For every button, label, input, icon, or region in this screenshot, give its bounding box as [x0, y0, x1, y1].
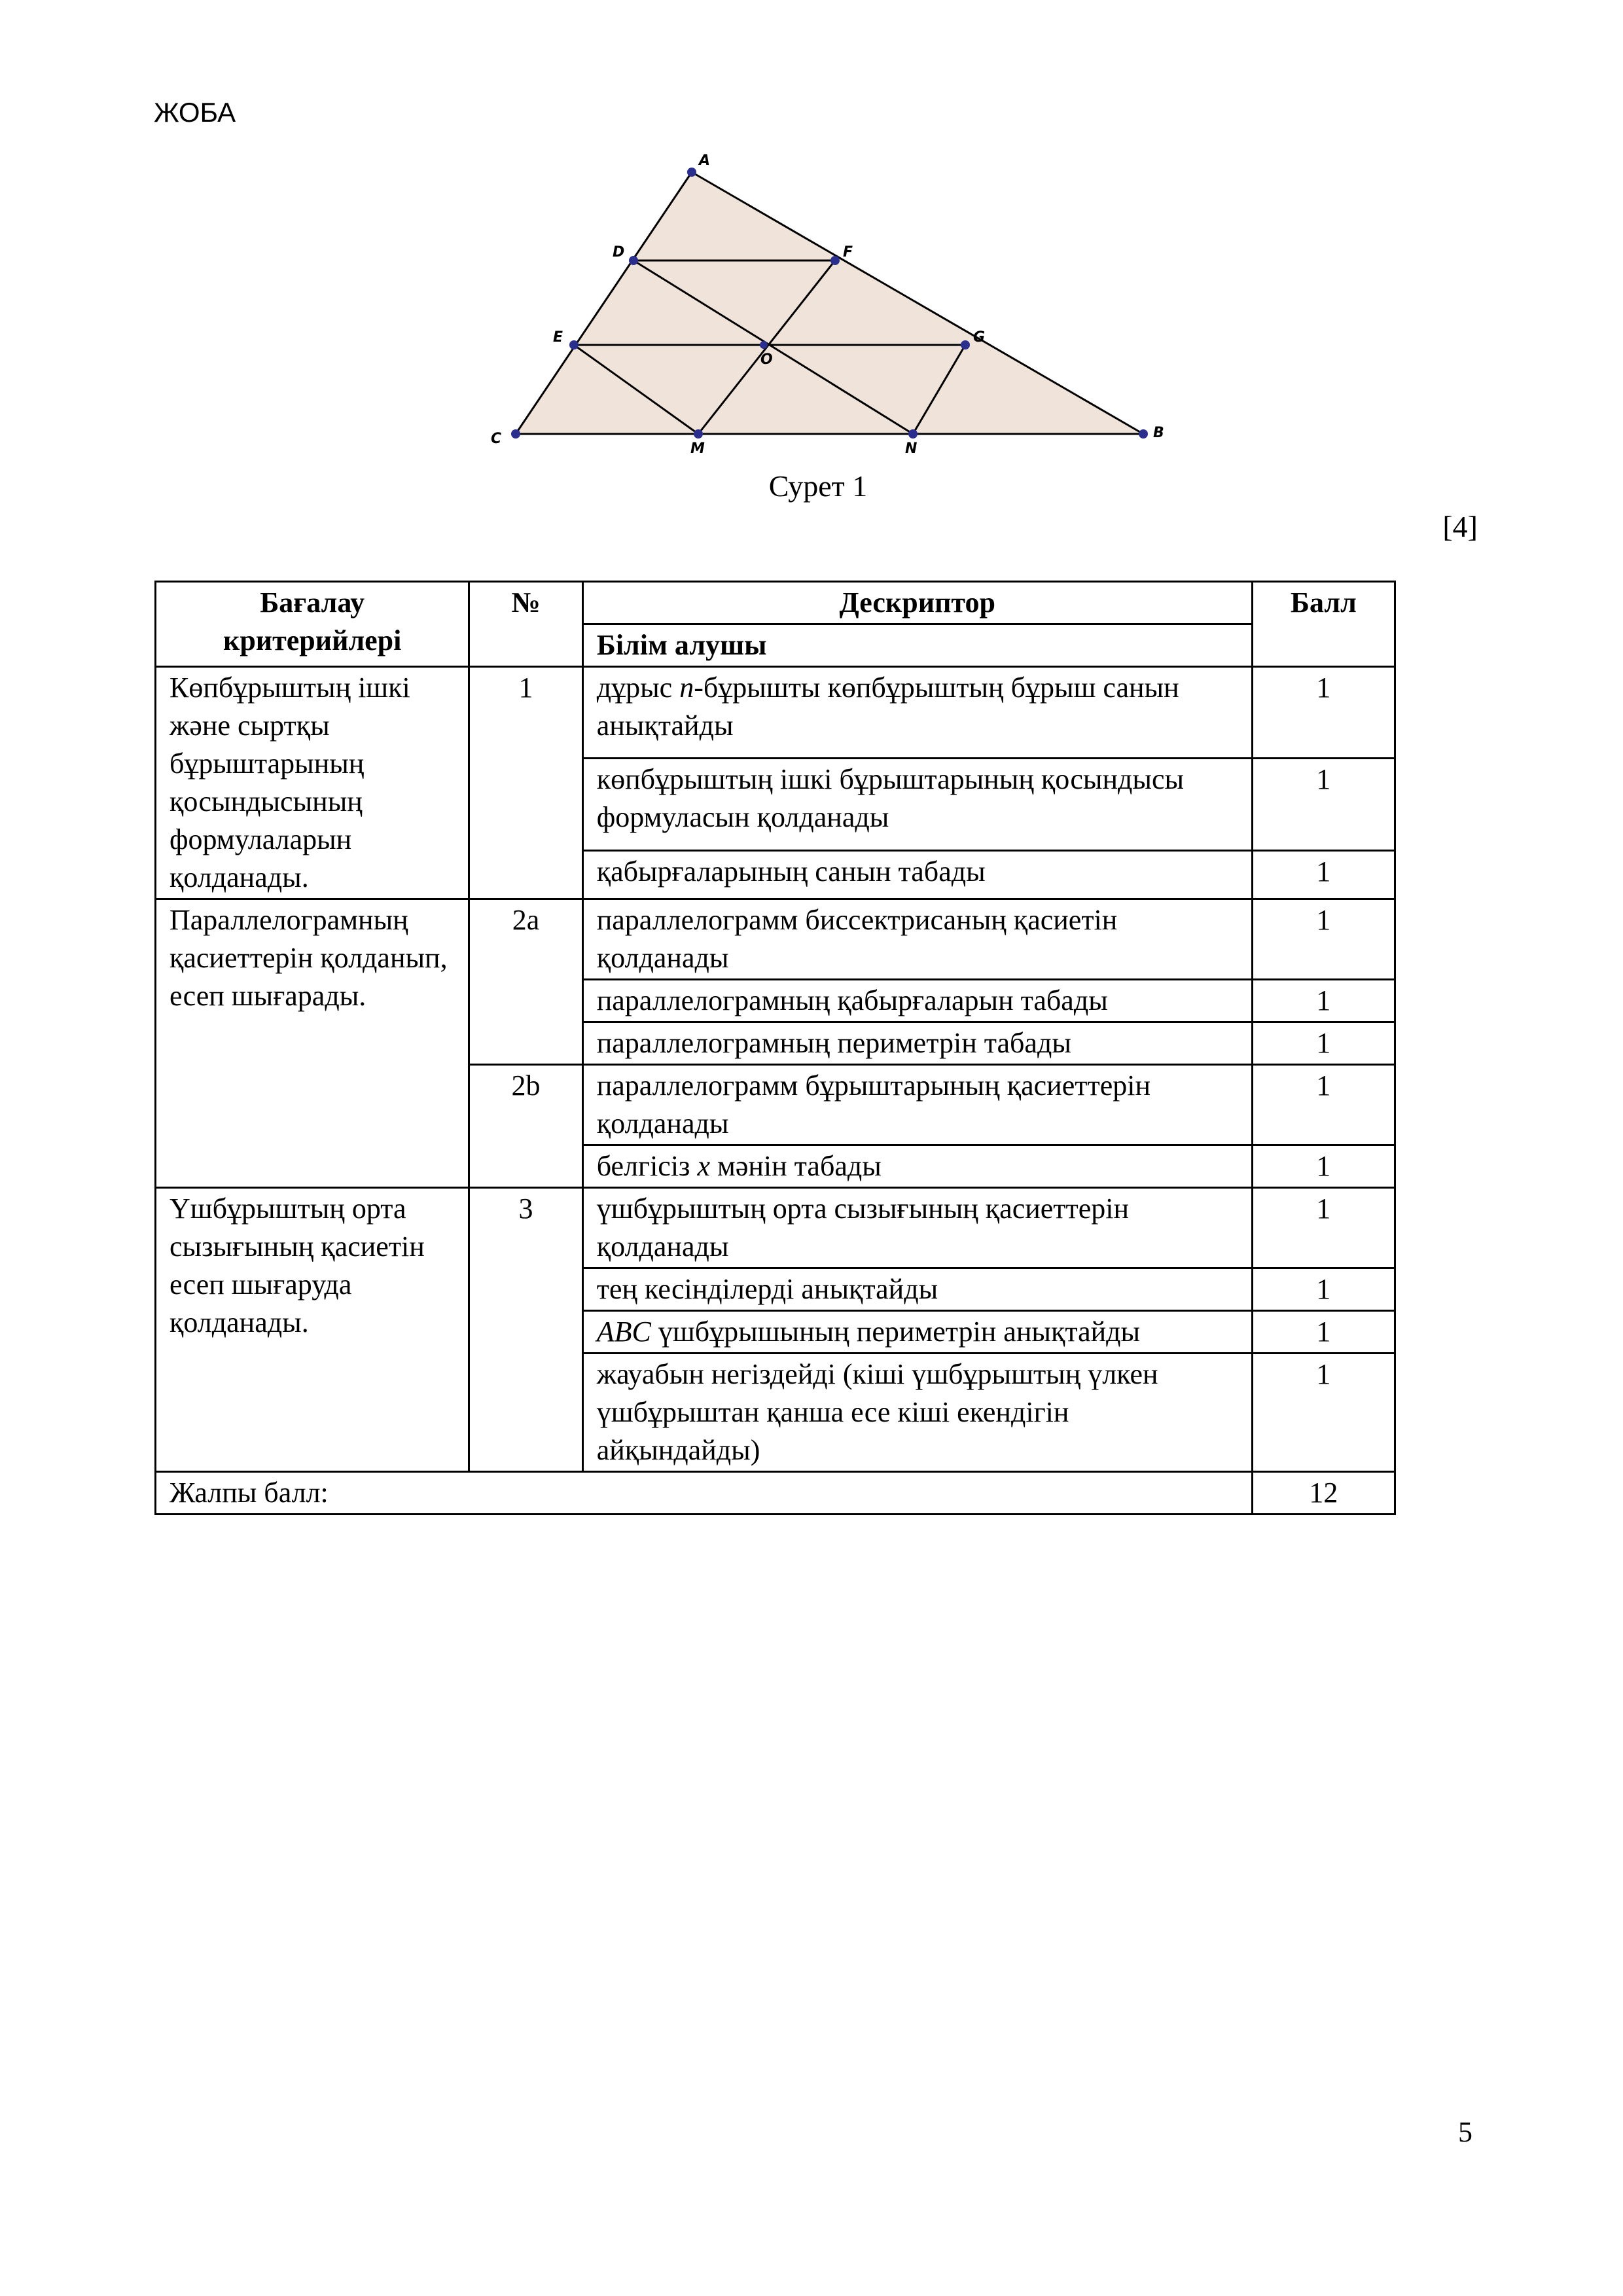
descriptor-cell: қабырғаларының санын табады: [582, 850, 1252, 899]
header-number: №: [469, 582, 582, 667]
points-cell: 1: [1252, 1145, 1395, 1188]
descriptor-cell: көпбұрыштың ішкі бұрыштарының қосындысы формуласын қолданады: [582, 759, 1252, 850]
points-cell: 1: [1252, 1188, 1395, 1268]
label-F: F: [843, 244, 853, 260]
point-F: [830, 256, 840, 265]
triangle-fill: [516, 172, 1143, 434]
criterion-cell: Үшбұрыштың орта сызығының қасиетін есеп шығаруда қолданады.: [156, 1188, 469, 1472]
descriptor-text: мәнін табады: [709, 1150, 882, 1182]
header-descriptor: Дескриптор: [582, 582, 1252, 624]
point-D: [629, 256, 638, 265]
descriptor-cell: параллелограмм бұрыштарының қасиеттерін қолданады: [582, 1065, 1252, 1145]
draft-label: ЖОБА: [154, 97, 236, 128]
descriptor-cell: [582, 1145, 1252, 1188]
descriptor-cell: тең кесінділерді анықтайды: [582, 1268, 1252, 1311]
label-D: D: [613, 244, 625, 260]
points-cell: 1: [1252, 1268, 1395, 1311]
label-G: G: [973, 329, 986, 346]
points-cell: 1: [1252, 1311, 1395, 1354]
points-cell: 1: [1252, 1022, 1395, 1065]
points-cell: 1: [1252, 850, 1395, 899]
descriptor-math: n: [679, 672, 694, 704]
points-cell: 1: [1252, 759, 1395, 850]
task-number-cell: 1: [469, 667, 582, 899]
descriptor-text: дұрыс: [596, 672, 680, 704]
descriptor-cell: параллелограмның қабырғаларын табады: [582, 980, 1252, 1022]
triangle-figure: [478, 151, 1171, 465]
header-learner: Білім алушы: [582, 624, 1252, 667]
point-C: [511, 429, 520, 439]
label-O: O: [760, 351, 773, 368]
point-G: [961, 340, 970, 350]
descriptor-math: ABC: [596, 1316, 651, 1348]
header-points: Балл: [1252, 582, 1395, 667]
point-B: [1139, 429, 1148, 439]
header-criteria: Бағалау критерийлері: [156, 582, 469, 667]
point-E: [569, 340, 579, 350]
points-cell: 1: [1252, 667, 1395, 759]
label-C: C: [491, 431, 502, 447]
label-E: E: [553, 329, 563, 346]
points-cell: 1: [1252, 980, 1395, 1022]
total-value: 12: [1252, 1472, 1395, 1515]
descriptor-cell: үшбұрыштың орта сызығының қасиеттерін қолданады: [582, 1188, 1252, 1268]
label-A: A: [699, 152, 711, 169]
score-mark: [4]: [1442, 510, 1478, 543]
figure-caption: Сурет 1: [768, 469, 868, 503]
points-cell: 1: [1252, 1354, 1395, 1472]
task-number-cell: 2b: [469, 1065, 582, 1188]
descriptor-text: үшбұрышының периметрін анықтайды: [651, 1316, 1141, 1348]
table-row: [156, 899, 1395, 980]
points-cell: 1: [1252, 1065, 1395, 1145]
total-row: [156, 1472, 1395, 1515]
criterion-cell: Көпбұрыштың ішкі және сыртқы бұрыштарының қосындысының формулаларын қолданады.: [156, 667, 469, 899]
point-M: [694, 429, 703, 439]
point-N: [908, 429, 918, 439]
points-cell: 1: [1252, 899, 1395, 980]
descriptor-cell: параллелограмның периметрін табады: [582, 1022, 1252, 1065]
table-row: [156, 667, 1395, 759]
table-row: [156, 1188, 1395, 1268]
criterion-cell: Параллелограмның қасиеттерін қолданып, есеп шығарады.: [156, 899, 469, 1188]
rubric-table: [154, 581, 1396, 1515]
descriptor-cell: [582, 667, 1252, 759]
task-number-cell: 3: [469, 1188, 582, 1472]
rubric-header-row: [156, 582, 1395, 624]
descriptor-cell: параллелограмм биссектрисаның қасиетін қолданады: [582, 899, 1252, 980]
point-A: [687, 168, 696, 177]
triangle-diagram: [478, 151, 1171, 465]
task-number-cell: 2a: [469, 899, 582, 1065]
label-B: B: [1153, 425, 1164, 441]
rubric-body: [156, 667, 1395, 1472]
total-label: Жалпы балл:: [156, 1472, 1253, 1515]
label-M: M: [690, 440, 705, 457]
descriptor-text: -бұрышты көпбұрыштың бұрыш санын анықтайды: [596, 672, 1179, 742]
point-O: [760, 341, 768, 349]
descriptor-text: белгісіз: [596, 1150, 698, 1182]
descriptor-cell: жауабын негіздейді (кіші үшбұрыштың үлкен үшбұрыштан қанша есе кіші екендігін айқындайды): [582, 1354, 1252, 1472]
descriptor-math: x: [697, 1150, 710, 1182]
page-number: 5: [1458, 2116, 1472, 2148]
descriptor-cell: [582, 1311, 1252, 1354]
label-N: N: [905, 440, 918, 457]
